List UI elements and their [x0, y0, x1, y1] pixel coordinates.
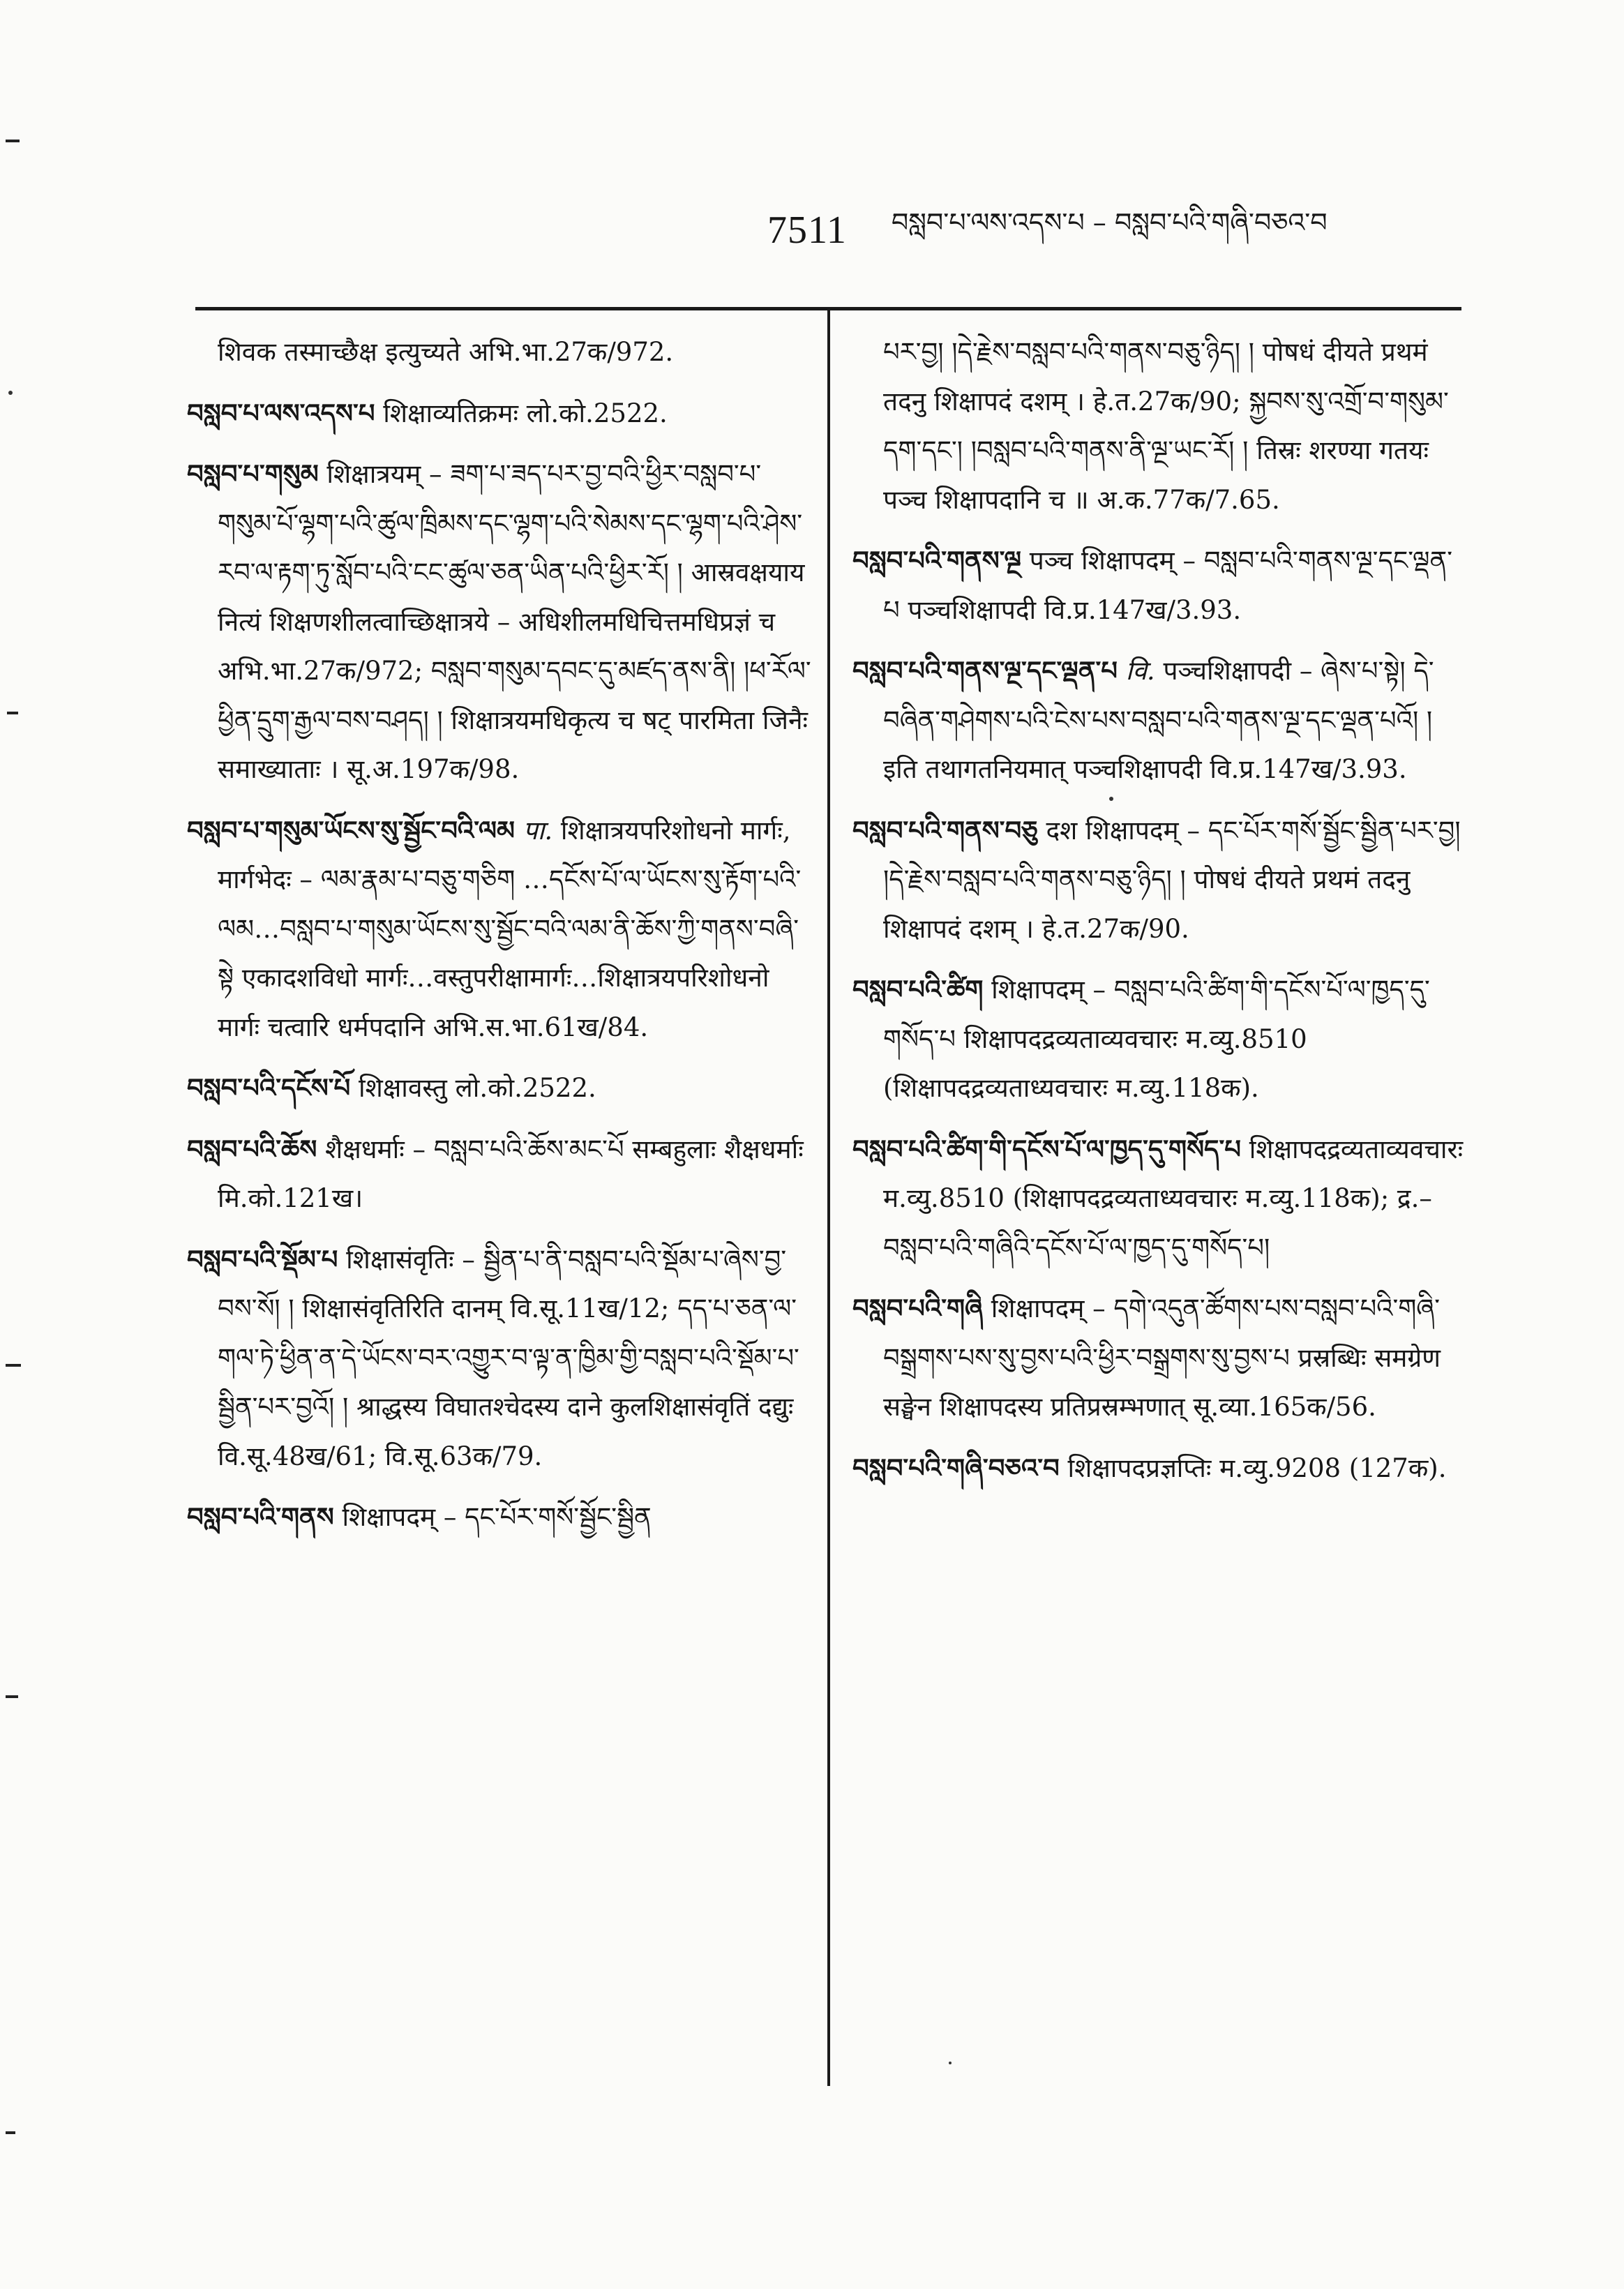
entry-headword: བསླབ་པ་ལས་འདས་པ: [187, 397, 375, 428]
page-number: 7511: [767, 209, 847, 252]
page-header: [767, 199, 1465, 262]
dictionary-entry: [852, 965, 1466, 1113]
dictionary-entry: [852, 1443, 1466, 1494]
entry-text: शैक्षधर्माः – བསླབ་པའི་ཆོས་མང་པོ सम्बहुलाः शैक्षधर्माः मि.को.121ख।: [218, 1134, 804, 1213]
right-column: [852, 328, 1466, 1504]
entry-headword: བསླབ་པའི་གནས་བཅུ: [852, 814, 1038, 846]
entry-headword: བསླབ་པའི་གནས་ལྔ: [852, 545, 1021, 576]
entry-headword: བསླབ་པའི་ཚིག་གི་དངོས་པོ་ལ་ཁྱད་དུ་གསོད་པ: [852, 1133, 1241, 1164]
entry-text: शिक्षाव्यतिक्रमः लो.को.2522.: [375, 398, 668, 428]
entry-text: शिक्षापदद्रव्यताव्यवचारः म.व्यु.8510 (शिक्षापदद्रव्यताध्यवचारः म.व्यु.118क); द्र.– བསླབ་པའི་གཞིའི་དངོས་པོ་ལ་ཁྱད་དུ་གསོད་པ།: [883, 1134, 1464, 1263]
entry-text: པར་བྱ། །དེ་རྗེས་བསླབ་པའི་གནས་བཅུ་ཉིད། ། पोषधं दीयते प्रथमं तदनु शिक्षापदं दशम् । हे.त.27क/90; སྐྱབས་སུ་འགྲོ་བ་གསུམ་དག་དང་། །བསླབ་པའི་གནས་ནི་ལྔ་ཡང་རོ། ། तिस्रः शरण्या गतयः पञ्च शिक्षापदानि च ॥ अ.क.77क/7.65.: [883, 337, 1449, 515]
entry-text: शिक्षासंवृतिः – སྦྱིན་པ་ནི་བསླབ་པའི་སྡོམ་པ་ཞེས་བྱ་བས་སོ། ། शिक्षासंवृतिरिति दानम् वि.सू.11ख/12; དད་པ་ཅན་ལ་གལ་ཏེ་ཕྱིན་ན་དེ་ཡོངས་བར་འགྱུར་བ་ལྟ་ན་ཁྱིམ་གྱི་བསླབ་པའི་སྡོམ་པ་སྦྱིན་པར་བྱའོ། ། श्राद्धस्य विघातश्चेदस्य दाने कुलशिक्षासंवृतिं दद्युः वि.सू.48ख/61; वि.सू.63क/79.: [218, 1244, 799, 1471]
entry-text: शिक्षापदप्रज्ञप्तिः म.व्यु.9208 (127क).: [1059, 1453, 1447, 1483]
entry-headword: བསླབ་པའི་གཞི་བཅའ་བ: [852, 1452, 1060, 1483]
dictionary-entry: [187, 389, 815, 439]
margin-mark: [6, 2131, 15, 2134]
entry-headword: བསླབ་པའི་གནས: [187, 1501, 334, 1532]
entry-headword: བསླབ་པའི་དངོས་པོ: [187, 1072, 351, 1103]
entry-text: शिक्षावस्तु लो.को.2522.: [350, 1073, 596, 1103]
dictionary-entry: [187, 1125, 815, 1224]
entry-grammar-label: वि.: [1118, 656, 1155, 686]
dictionary-entry: [852, 806, 1466, 954]
entry-text: शिवक तस्माच्छैक्ष इत्युच्यते अभि.भा.27क/972.: [218, 337, 674, 367]
entry-text: पञ्च शिक्षापदम् – བསླབ་པའི་གནས་ལྔ་དང་ལྡན་པ पञ्चशिक्षापदी वि.प्र.147ख/3.93.: [883, 546, 1452, 625]
running-head: བསླབ་པ་ལས་འདས་པ – བསླབ་པའི་གཞི་བཅའ་བ: [891, 207, 1328, 238]
dictionary-entry: [852, 1125, 1466, 1273]
left-column: [187, 328, 815, 1554]
entry-text: पञ्चशिक्षापदी – ཞེས་པ་སྟེ། དེ་བཞིན་གཤེགས་པའི་ངེས་པས་བསླབ་པའི་གནས་ལྔ་དང་ལྡན་པའོ། ། इति तथागतनियमात् पञ्चशिक्षापदी वि.प्र.147ख/3.93.: [883, 656, 1434, 784]
entry-grammar-label: पा.: [514, 815, 553, 846]
entry-headword: བསླབ་པའི་ཚིག: [852, 974, 984, 1005]
dictionary-entry: [187, 1235, 815, 1482]
scan-speck: [949, 2062, 952, 2064]
margin-mark: [6, 140, 20, 142]
dictionary-entry: [852, 536, 1466, 635]
entry-headword: བསླབ་པ་གསུམ་ཡོངས་སུ་སྦྱོང་བའི་ལམ: [187, 814, 515, 846]
dictionary-entry: [187, 1063, 815, 1113]
dictionary-entry: [187, 328, 815, 377]
margin-mark: [6, 1364, 21, 1367]
entry-headword: བསླབ་པའི་གཞི: [852, 1293, 983, 1323]
entry-text: शिक्षापदम् – དང་པོར་གསོ་སྦྱོང་སྦྱིན: [333, 1502, 652, 1532]
dictionary-entry: [187, 806, 815, 1053]
dictionary-entry: [187, 1492, 815, 1543]
column-divider: [827, 310, 830, 2086]
entry-text: शिक्षापदम् – བསླབ་པའི་ཚིག་གི་དངོས་པོ་ལ་ཁྱད་དུ་གསོད་པ शिक्षापदद्रव्यताव्यवचारः म.व्यु.8510 (शिक्षापदद्रव्यताध्यवचारः म.व्यु.118क).: [883, 975, 1430, 1103]
scan-speck: [8, 391, 13, 395]
dictionary-entry: [187, 449, 815, 795]
entry-text: शिक्षात्रयम् – ཟག་པ་ཟད་པར་བྱ་བའི་ཕྱིར་བསླབ་པ་གསུམ་པོ་ལྷག་པའི་ཚུལ་ཁྲིམས་དང་ལྷག་པའི་སེམས་དང་ལྷག་པའི་ཤེས་རབ་ལ་རྟག་ཏུ་སློབ་པའི་ངང་ཚུལ་ཅན་ཡིན་པའི་ཕྱིར་རོ། ། आस्रवक्षयाय नित्यं शिक्षणशीलत्वाच्छिक्षात्रये – अधिशीलमधिचित्तमधिप्रज्ञं च अभि.भा.27क/972; བསླབ་གསུམ་དབང་དུ་མཛད་ནས་ནི། །ཕ་རོལ་ཕྱིན་དྲུག་རྒྱལ་བས་བཤད། ། शिक्षात्रयमधिकृत्य च षट् पारमिता जिनैः समाख्याताः । सू.अ.197क/98.: [218, 459, 811, 784]
dictionary-entry: [852, 646, 1466, 795]
entry-headword: བསླབ་པའི་གནས་ལྔ་དང་ལྡན་པ: [852, 655, 1118, 686]
entry-text: शिक्षात्रयपरिशोधनो मार्गः, मार्गभेदः – ལམ་རྣམ་པ་བཅུ་གཅིག …དངོས་པོ་ལ་ཡོངས་སུ་རྟོག་པའི་ལམ…བསླབ་པ་གསུམ་ཡོངས་སུ་སྦྱོང་བའི་ལམ་ནི་ཆོས་ཀྱི་གནས་བཞི་སྟེ एकादशविधो मार्गः…वस्तुपरीक्षामार्गः…शिक्षात्रयपरिशोधनो मार्गः चत्वारि धर्मपदानि अभि.स.भा.61ख/84.: [218, 815, 802, 1042]
entry-headword: བསླབ་པའི་ཆོས: [187, 1133, 317, 1164]
margin-mark: [7, 712, 18, 714]
entry-headword: བསླབ་པ་གསུམ: [187, 458, 319, 489]
dictionary-entry: [852, 1284, 1466, 1432]
entry-headword: བསླབ་པའི་སྡོམ་པ: [187, 1243, 338, 1275]
entry-text: शिक्षापदम् – དགེ་འདུན་ཚོགས་པས་བསླབ་པའི་གཞི་བསྒྲགས་པས་སུ་བྱས་པའི་ཕྱིར་བསྒྲགས་སུ་བྱས་པ प्रस्रब्धिः समग्रेण सङ्घेन शिक्षापदस्य प्रतिप्रस्रम्भणात् सू.व्या.165क/56.: [883, 1293, 1441, 1422]
margin-mark: [6, 1695, 18, 1698]
entry-text: दश शिक्षापदम् – དང་པོར་གསོ་སྦྱོང་སྦྱིན་པར་བྱ། །དེ་རྗེས་བསླབ་པའི་གནས་བཅུ་ཉིད། ། पोषधं दीयते प्रथमं तदनु शिक्षापदं दशम् । हे.त.27क/90.: [883, 815, 1461, 944]
dictionary-entry: [852, 328, 1466, 525]
